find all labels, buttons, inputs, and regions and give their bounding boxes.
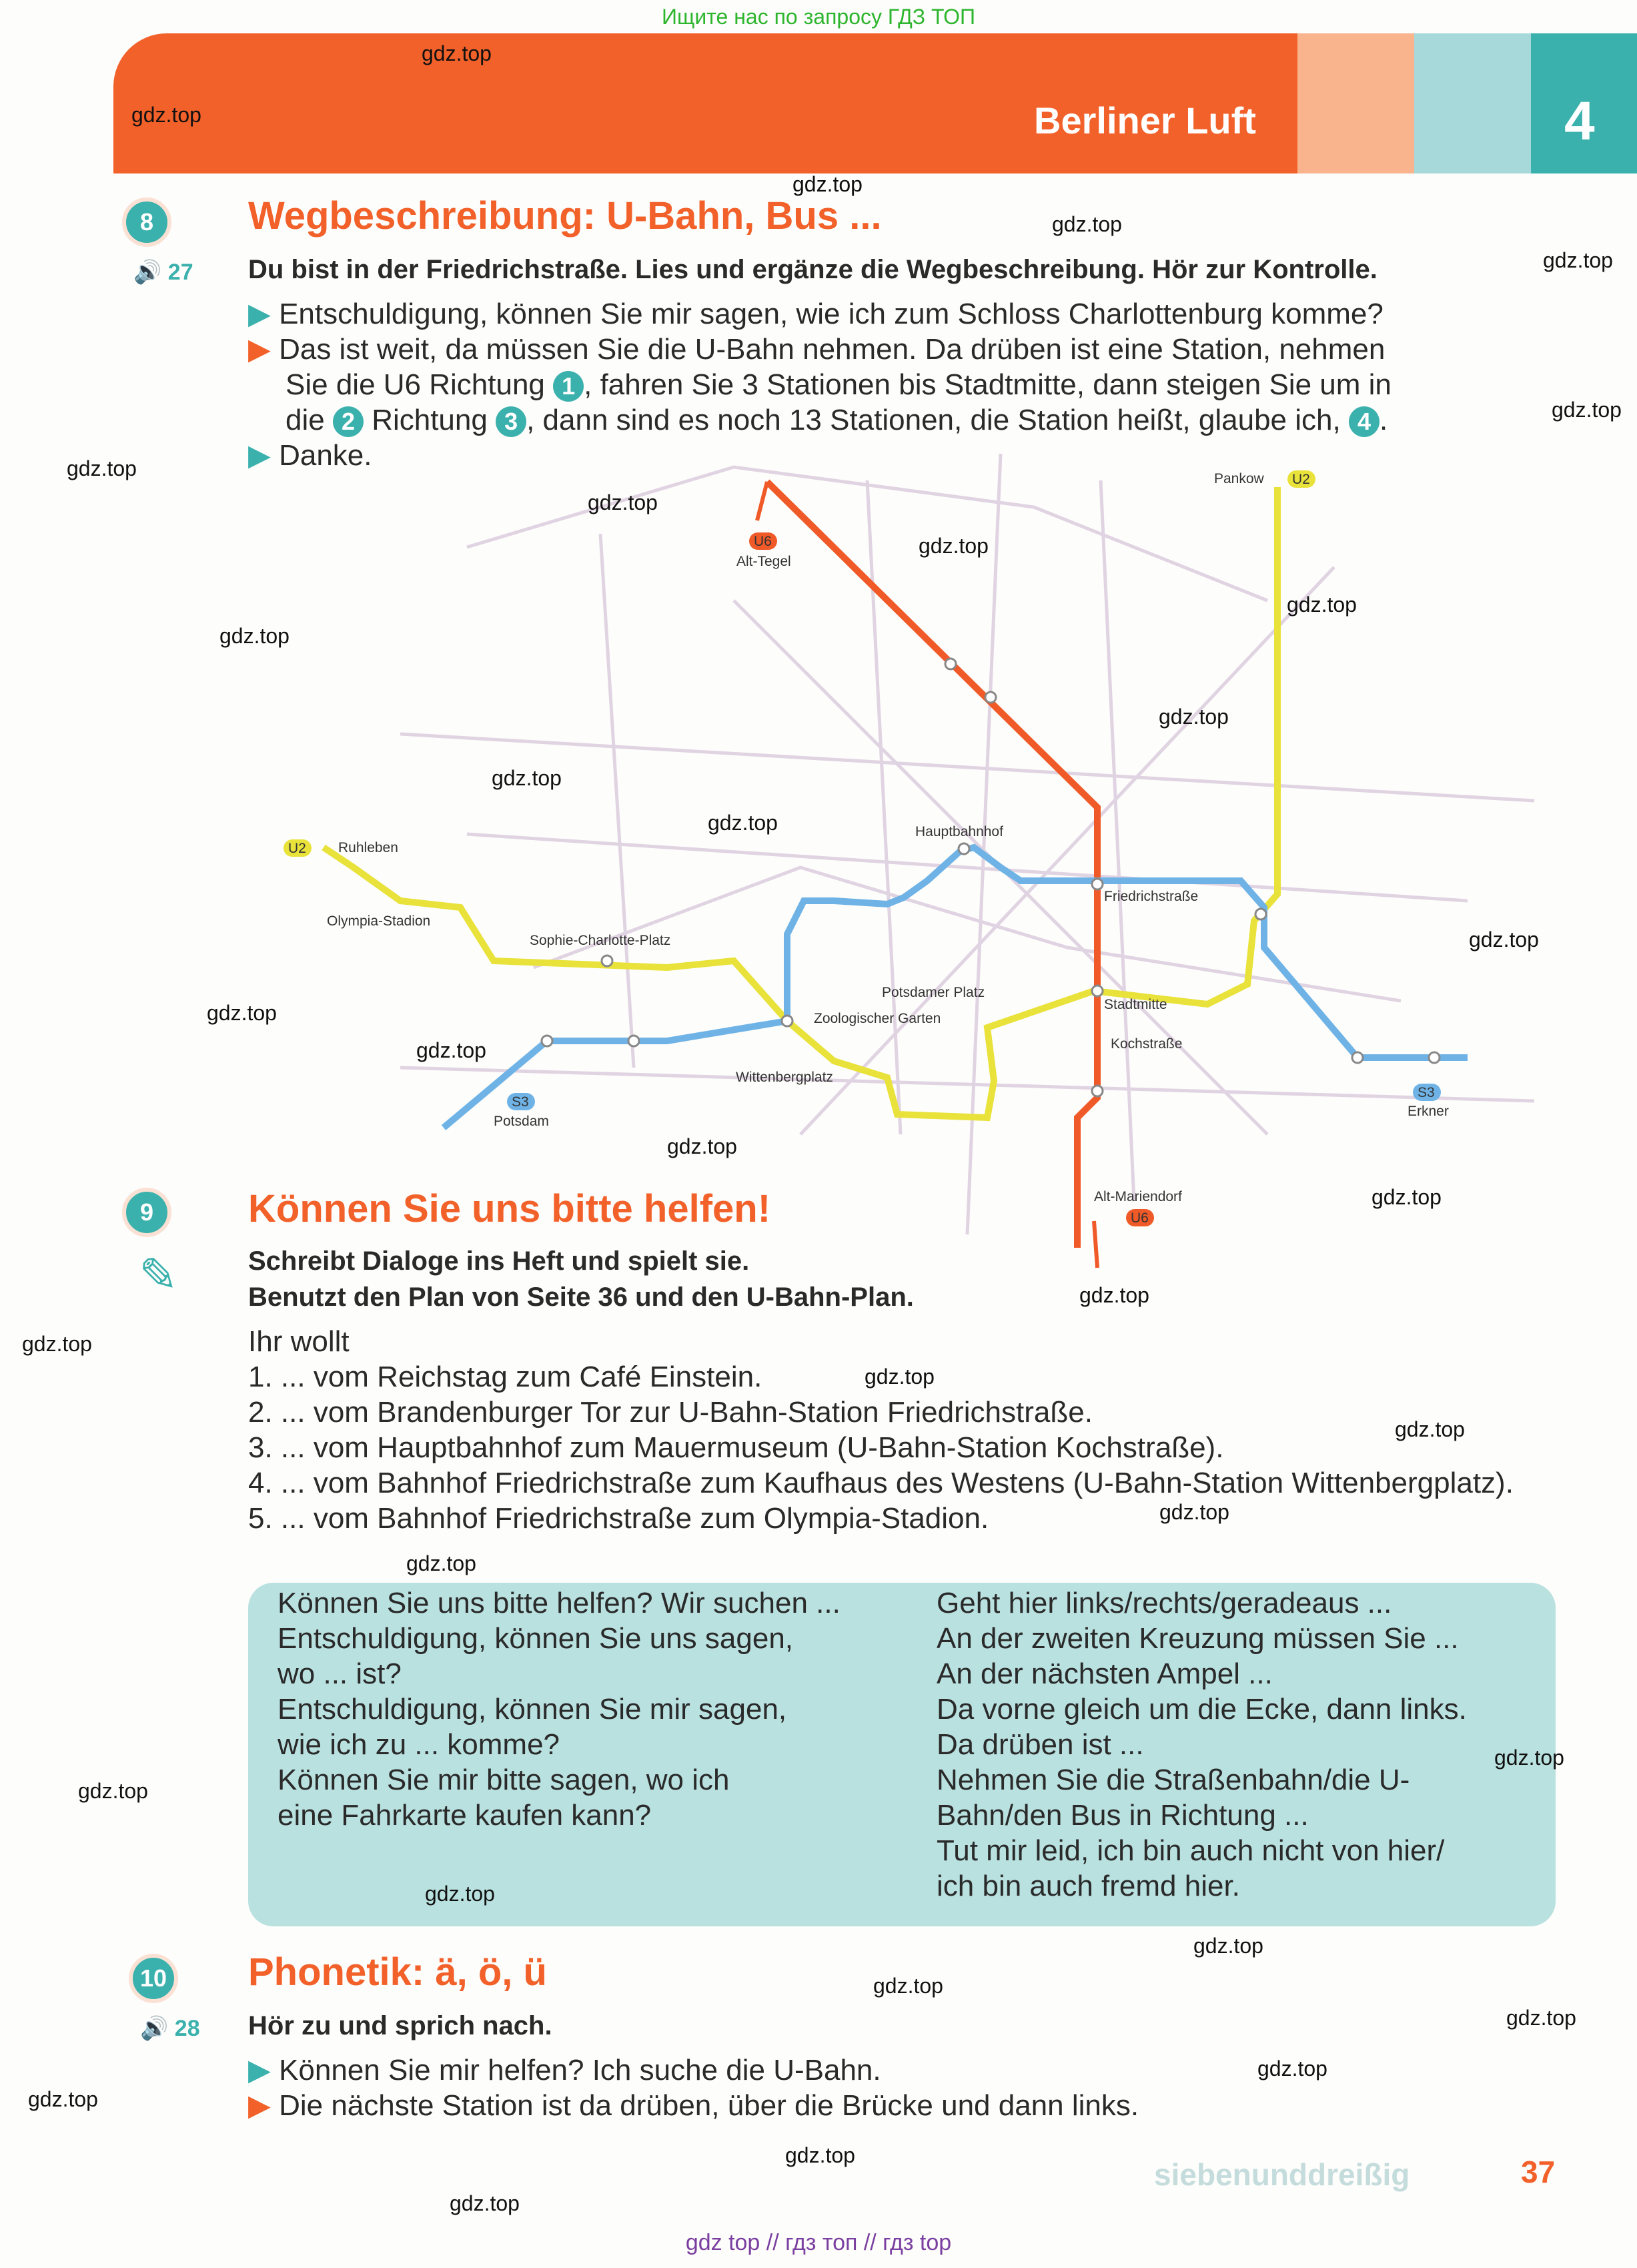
audio-track [140,2015,200,2042]
watermark: gdz.top [1506,2006,1576,2030]
task-item: 4. ... vom Bahnhof Friedrichstraße zum Kaufhaus des Westens (U-Bahn-Station Wittenbergplatz). [248,1467,1514,1499]
phrase: Geht hier links/rechts/geradeaus ... [937,1587,1392,1619]
phrase: Tut mir leid, ich bin auch nicht von hier/ [937,1834,1445,1867]
u2-badge-label: U2 [288,841,306,856]
phrase: An der zweiten Kreuzung müssen Sie ... [937,1622,1459,1655]
watermark: gdz.top [1372,1185,1442,1209]
phonetic-line: Die nächste Station ist da drüben, über die Brücke und dann links. [279,2089,1139,2122]
station-label: Alt-Tegel [736,554,791,569]
page-number: 37 [1521,2155,1556,2189]
watermark: gdz.top [1552,398,1622,422]
exercise-number: 8 [122,198,171,247]
dialogue-line: Das ist weit, da müssen Sie die U-Bahn nehmen. Da drüben ist eine Station, nehmen [279,333,1386,366]
gap-number: 3 [496,406,526,437]
station-label: Erkner [1408,1104,1449,1119]
phrase: Nehmen Sie die Straßenbahn/die U- [937,1764,1410,1796]
watermark: gdz.top [588,490,658,514]
station-label: Friedrichstraße [1104,889,1199,904]
station-label: Hauptbahnhof [915,824,1003,839]
watermark: gdz.top [1052,212,1122,236]
chapter-number: 4 [1564,91,1595,151]
pen-icon: ✎ [139,1249,178,1301]
dialogue-line: . [1379,404,1388,436]
watermark: gdz.top [865,1365,935,1389]
phrase: wo ... ist? [278,1657,402,1690]
exercise-number: 10 [129,1954,178,2003]
station-label: Potsdam [494,1114,549,1129]
watermark: gdz.top [1395,1417,1465,1441]
u2-line [324,487,1277,1118]
watermark: gdz.top [1193,1934,1263,1958]
watermark: gdz.top [1257,2056,1327,2081]
exercise-instruction: Du bist in der Friedrichstraße. Lies und ergänze die Wegbeschreibung. Hör zur Kontrolle. [248,255,1378,284]
triangle-icon: ▶ [248,298,271,330]
phrase: Da vorne gleich um die Ecke, dann links. [937,1693,1467,1726]
watermark: gdz.top [131,103,201,127]
phrase: wie ich zu ... komme? [278,1728,560,1761]
dialogue-line: die [286,404,325,436]
audio-number: 28 [174,2016,200,2041]
phrase: Entschuldigung, können Sie mir sagen, [278,1693,787,1726]
watermark: gdz.top [425,1882,495,1906]
station-label: Stadtmitte [1104,997,1167,1012]
watermark: gdz.top [667,1134,737,1158]
station-label: Wittenbergplatz [736,1070,833,1085]
u2-badge-label: U2 [1292,472,1310,487]
dialogue-line: Entschuldigung, können Sie mir sagen, wie ich zum Schloss Charlottenburg komme? [279,298,1384,330]
station-label: Potsdamer Platz [882,985,985,1000]
top-banner: Ищите нас по запросу ГДЗ ТОП [662,5,975,29]
u6-arrow [1094,1221,1097,1268]
task-item: 2. ... vom Brandenburger Tor zur U-Bahn-Station Friedrichstraße. [248,1396,1093,1429]
gap-number: 2 [333,406,364,437]
watermark: gdz.top [1079,1283,1149,1307]
phrase: eine Fahrkarte kaufen kann? [278,1799,652,1832]
station-label: Pankow [1214,471,1264,486]
watermark: gdz.top [219,624,290,648]
triangle-icon: ▶ [248,2054,271,2087]
watermark: gdz.top [1469,927,1539,952]
s3-badge-label: S3 [512,1094,529,1110]
watermark: gdz.top [919,534,989,558]
audio-number: 27 [167,260,193,285]
watermark: gdz.top [78,1779,148,1803]
exercise-number: 9 [122,1188,171,1237]
station-label: Ruhleben [338,840,398,855]
watermark: gdz.top [422,41,492,65]
dialogue-line: Richtung [372,404,488,436]
watermark: gdz.top [1159,705,1229,729]
watermark: gdz.top [22,1332,92,1356]
phrase-column-right [937,1585,1550,1904]
dialogue-line: , fahren Sie 3 Stationen bis Stadtmitte, dann steigen Sie um in [584,368,1392,401]
station-label: Olympia-Stadion [327,913,431,929]
exercise-title: Wegbeschreibung: U-Bahn, Bus ... [248,194,882,238]
station-label: Alt-Mariendorf [1094,1189,1182,1204]
gap-number: 4 [1349,406,1380,437]
watermark: gdz.top [1159,1500,1229,1524]
watermark: gdz.top [1543,248,1613,272]
watermark: gdz.top [416,1038,486,1062]
watermark: gdz.top [67,456,137,480]
dialogue-line: Sie die U6 Richtung [286,368,545,401]
phrase: An der nächsten Ampel ... [937,1657,1273,1690]
task-item: 1. ... vom Reichstag zum Café Einstein. [248,1361,762,1393]
task-list [248,1324,1582,1536]
phrase: Entschuldigung, können Sie uns sagen, [278,1622,794,1655]
watermark: gdz.top [207,1001,277,1025]
speaker-icon: 🔊 [133,260,162,285]
s3-badge-label: S3 [1418,1085,1435,1100]
exercise-instruction: Hör zu und sprich nach. [248,2011,552,2040]
page-number-word: siebenunddreißig [1154,2157,1410,2192]
speaker-icon: 🔊 [140,2016,169,2041]
watermark: gdz.top [492,766,562,790]
triangle-icon: ▶ [248,2089,271,2122]
phrase: Können Sie uns bitte helfen? Wir suchen ... [278,1587,841,1619]
gap-number: 1 [553,371,584,402]
phrase: ich bin auch fremd hier. [937,1870,1240,1902]
watermark: gdz.top [873,1974,943,1998]
task-item: 3. ... vom Hauptbahnhof zum Mauermuseum (U-Bahn-Station Kochstraße). [248,1431,1224,1464]
phrase: Bahn/den Bus in Richtung ... [937,1799,1309,1832]
dialogue-line: Danke. [279,439,372,472]
u6-badge-label: U6 [1131,1210,1149,1226]
station-label: Sophie-Charlotte-Platz [530,933,671,948]
phonetic-line: Können Sie mir helfen? Ich suche die U-Bahn. [279,2054,881,2087]
watermark: gdz.top [450,2191,520,2215]
exercise-instruction: Benutzt den Plan von Seite 36 und den U-Bahn-Plan. [248,1282,914,1312]
watermark: gdz.top [708,811,778,835]
exercise-title: Können Sie uns bitte helfen! [248,1187,771,1230]
u6-arrow [757,482,767,520]
phonetic-lines [248,2052,1582,2123]
dialogue-line: , dann sind es noch 13 Stationen, die Station heißt, glaube ich, [526,404,1341,436]
watermark: gdz.top [1287,593,1357,617]
watermark: gdz.top [1494,1746,1564,1770]
station-label: Zoologischer Garten [814,1011,941,1026]
exercise-instruction: Schreibt Dialoge ins Heft und spielt sie. [248,1246,750,1276]
task-item: 5. ... vom Bahnhof Friedrichstraße zum Olympia-Stadion. [248,1502,989,1535]
phrase-column-left [278,1585,878,1833]
watermark: gdz.top [28,2087,98,2111]
bottom-banner: gdz top // гдз топ // гдз top [685,2230,952,2255]
triangle-icon: ▶ [248,333,271,366]
chapter-title: Berliner Luft [1034,99,1256,141]
phrase: Können Sie mir bitte sagen, wo ich [278,1764,730,1796]
station-label: Kochstraße [1111,1036,1183,1052]
triangle-icon: ▶ [248,439,271,472]
task-intro: Ihr wollt [248,1325,350,1358]
watermark: gdz.top [785,2143,855,2167]
watermark: gdz.top [792,172,863,196]
exercise-title: Phonetik: ä, ö, ü [248,1950,547,1994]
watermark: gdz.top [406,1551,476,1575]
phrase: Da drüben ist ... [937,1728,1144,1761]
u6-badge-label: U6 [754,534,772,549]
